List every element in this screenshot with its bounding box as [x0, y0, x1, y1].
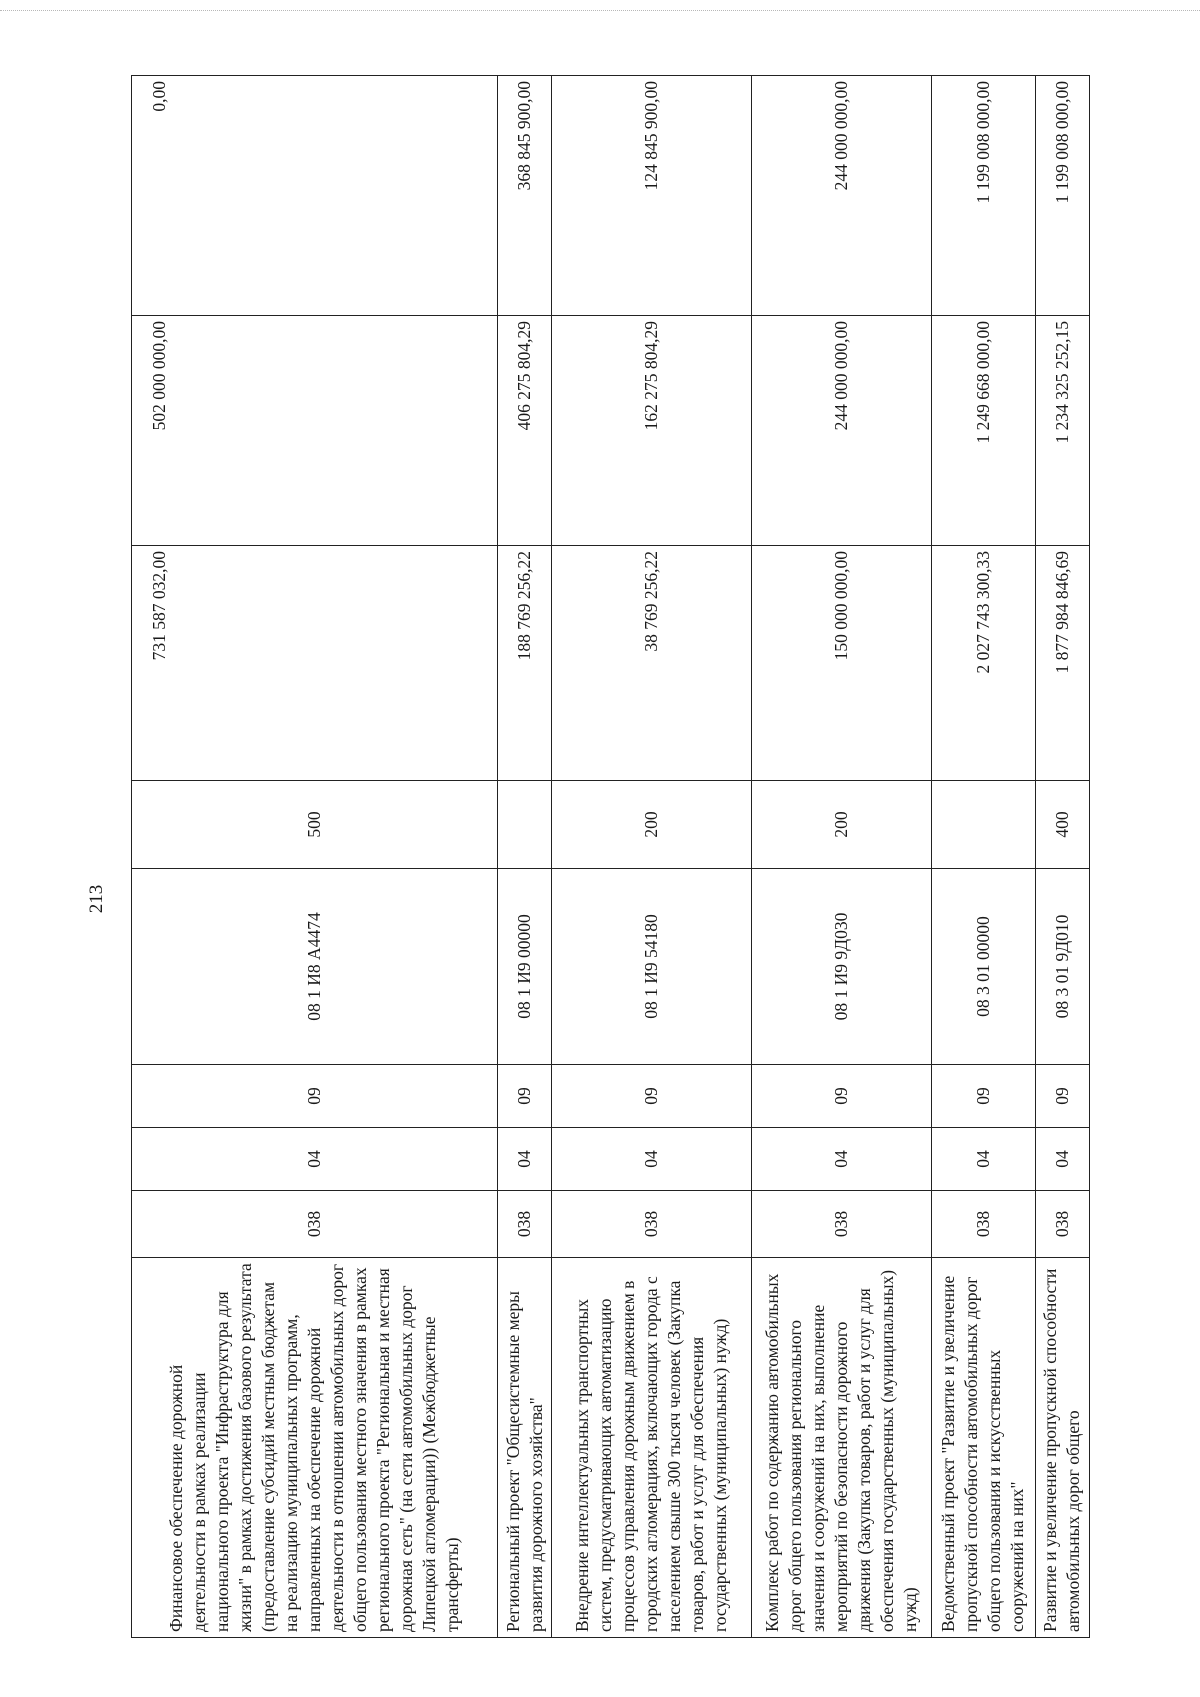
section-code: 04 — [751, 1128, 931, 1191]
row-description: Внедрение интеллектуальных транспортных систем, предусматривающих автоматизацию процессов управления дорожным движением в городских агломерациях, включающих города с населением свыше 300 тысяч человек (Закупка товаров, работ и услуг для обеспечения государственных (муниципальных) нужд) — [552, 1258, 751, 1638]
subsection-code: 09 — [1035, 1065, 1089, 1128]
ministry-code: 038 — [1035, 1191, 1089, 1258]
amount-year-3: 1 199 008 000,00 — [1035, 76, 1089, 316]
target-article-code: 08 1 И9 00000 — [498, 869, 552, 1065]
row-description: Региональный проект "Общесистемные меры развития дорожного хозяйства" — [498, 1258, 552, 1638]
amount-year-2: 502 000 000,00 — [132, 316, 498, 546]
amount-year-2: 406 275 804,29 — [498, 316, 552, 546]
expense-type-code: 500 — [132, 781, 498, 869]
budget-table-sheet — [131, 76, 1090, 1638]
amount-year-1: 38 769 256,22 — [552, 546, 751, 781]
target-article-code: 08 1 И8 А4474 — [132, 869, 498, 1065]
amount-year-1: 2 027 743 300,33 — [931, 546, 1035, 781]
page-number: 213 — [86, 884, 107, 914]
expense-type-code — [931, 781, 1035, 869]
amount-year-3: 124 845 900,00 — [552, 76, 751, 316]
subsection-code: 09 — [751, 1065, 931, 1128]
table-row — [931, 76, 1035, 1638]
target-article-code: 08 3 01 9Д010 — [1035, 869, 1089, 1065]
subsection-code: 09 — [552, 1065, 751, 1128]
amount-year-3: 368 845 900,00 — [498, 76, 552, 316]
row-description: Ведомственный проект "Развитие и увеличение пропускной способности автомобильных дорог общего пользования и искусственных сооружений на них" — [931, 1258, 1035, 1638]
section-code: 04 — [931, 1128, 1035, 1191]
table-row — [552, 76, 751, 1638]
row-description: Комплекс работ по содержанию автомобильных дорог общего пользования регионального значения и сооружений на них, выполнение мероприятий по безопасности дорожного движения (Закупка товаров, работ и услуг для обеспечения государственных (муниципальных) нужд) — [751, 1258, 931, 1638]
amount-year-3: 244 000 000,00 — [751, 76, 931, 316]
subsection-code: 09 — [931, 1065, 1035, 1128]
subsection-code: 09 — [132, 1065, 498, 1128]
amount-year-1: 188 769 256,22 — [498, 546, 552, 781]
amount-year-1: 731 587 032,00 — [132, 546, 498, 781]
amount-year-2: 1 234 325 252,15 — [1035, 316, 1089, 546]
expense-type-code: 200 — [751, 781, 931, 869]
amount-year-2: 1 249 668 000,00 — [931, 316, 1035, 546]
subsection-code: 09 — [498, 1065, 552, 1128]
scan-edge — [0, 0, 1200, 11]
section-code: 04 — [1035, 1128, 1089, 1191]
ministry-code: 038 — [751, 1191, 931, 1258]
expense-type-code: 400 — [1035, 781, 1089, 869]
row-description: Развитие и увеличение пропускной способности автомобильных дорог общего — [1035, 1258, 1089, 1638]
amount-year-2: 244 000 000,00 — [751, 316, 931, 546]
section-code: 04 — [132, 1128, 498, 1191]
ministry-code: 038 — [931, 1191, 1035, 1258]
amount-year-3: 1 199 008 000,00 — [931, 76, 1035, 316]
table-row — [498, 76, 552, 1638]
table-row — [751, 76, 931, 1638]
budget-table — [131, 75, 1090, 1638]
amount-year-1: 150 000 000,00 — [751, 546, 931, 781]
section-code: 04 — [552, 1128, 751, 1191]
amount-year-2: 162 275 804,29 — [552, 316, 751, 546]
table-row — [1035, 76, 1089, 1638]
ministry-code: 038 — [498, 1191, 552, 1258]
ministry-code: 038 — [552, 1191, 751, 1258]
ministry-code: 038 — [132, 1191, 498, 1258]
target-article-code: 08 1 И9 54180 — [552, 869, 751, 1065]
table-row — [132, 76, 498, 1638]
amount-year-1: 1 877 984 846,69 — [1035, 546, 1089, 781]
section-code: 04 — [498, 1128, 552, 1191]
expense-type-code — [498, 781, 552, 869]
expense-type-code: 200 — [552, 781, 751, 869]
target-article-code: 08 1 И9 9Д030 — [751, 869, 931, 1065]
amount-year-3: 0,00 — [132, 76, 498, 316]
row-description: Финансовое обеспечение дорожной деятельности в рамках реализации национального проекта "Инфраструктура для жизни" в рамках достижения базового результата (предоставление субсидий местным бюджетам на реализацию муниципальных программ, направленных на обеспечение дорожной деятельности в отношении автомобильных дорог общего пользования местного значения в рамках регионального проекта "Региональная и местная дорожная сеть" (на сети автомобильных дорог Липецкой агломерации)) (Межбюджетные трансферты) — [132, 1258, 498, 1638]
target-article-code: 08 3 01 00000 — [931, 869, 1035, 1065]
